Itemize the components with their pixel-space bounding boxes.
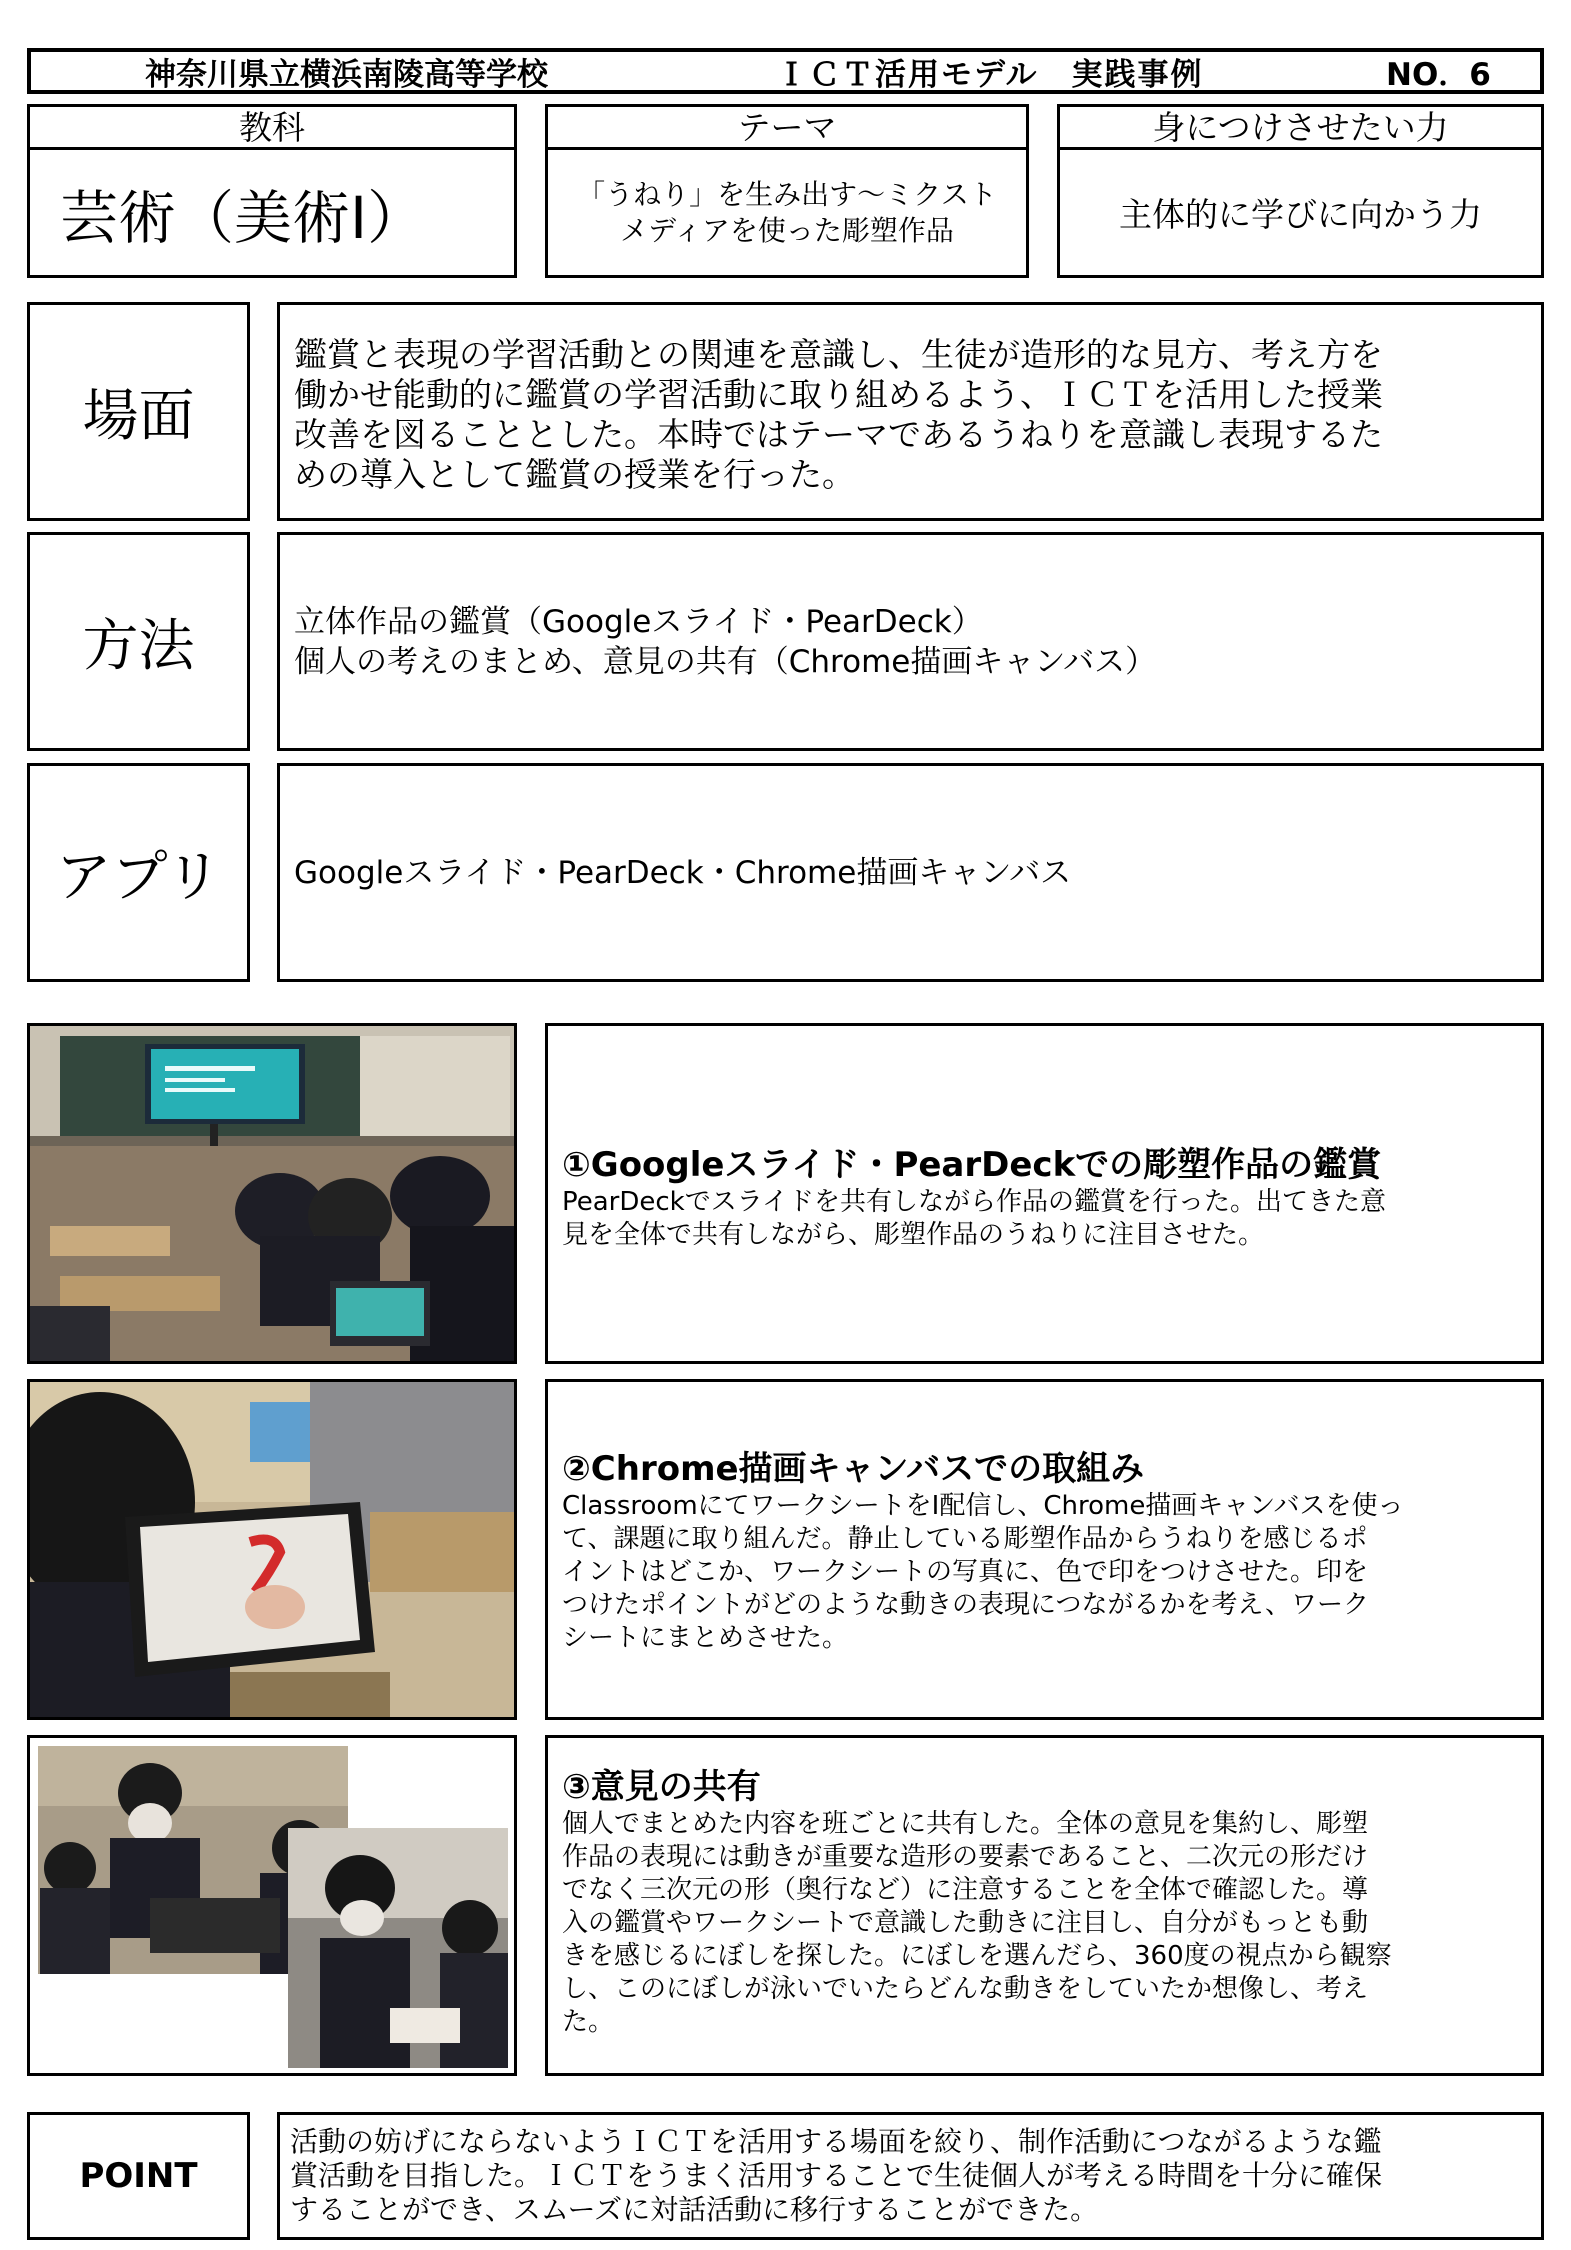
step-1-title: ①Googleスライド・PearDeckでの彫塑作品の鑑賞 [562,1145,1382,1185]
point-line: 賞活動を目指した。ＩＣＴをうまく活用することで生徒個人が考える時間を十分に確保 [290,2159,1383,2192]
method-label: 方法 [27,532,250,751]
app-label: アプリ [27,763,250,982]
theme-line: 「うねり」を生み出す～ミクスト [577,177,997,211]
subject-value: 芸術（美術Ⅰ） [27,147,517,278]
step-3-title: ③意見の共有 [562,1767,761,1807]
skill-label: 身につけさせたい力 [1057,104,1544,150]
point-line: 活動の妨げにならないようＩＣＴを活用する場面を絞り、制作活動につながるような鑑 [290,2125,1382,2158]
scene-label: 場面 [27,302,250,521]
point-body [277,2112,1544,2240]
case-number: NO．6 [1386,56,1491,93]
method-line: 個人の考えのまとめ、意見の共有（Chrome描画キャンバス） [294,643,1157,680]
point-line: することができ、スムーズに対話活動に移行することができた。 [290,2193,1099,2226]
step-2-line: て、課題に取り組んだ。静止している彫塑作品からうねりを感じるポ [562,1524,1368,1554]
group-sharing-image [30,1738,514,2073]
step-2-card [545,1379,1544,1720]
model-title: ＩＣＴ活用モデル 実践事例 [776,56,1204,93]
step-3-line: 個人でまとめた内容を班ごとに共有した。全体の意見を集約し、彫塑 [562,1809,1369,1839]
step-3-line: でなく三次元の形（奥行など）に注意することを全体で確認した。導 [562,1875,1369,1905]
school-name: 神奈川県立横浜南陵高等学校 [145,56,548,93]
skill-value: 主体的に学びに向かう力 [1057,147,1544,278]
step-1-card [545,1023,1544,1364]
classroom-photo-2 [27,1379,517,1720]
scene-line: 改善を図ることとした。本時ではテーマであるうねりを意識し表現するた [294,415,1383,454]
theme-value [545,147,1029,278]
step-3-line: た。 [562,2007,615,2037]
scene-body [277,302,1544,521]
app-body [277,763,1544,982]
scene-line: 鑑賞と表現の学習活動との関連を意識し、生徒が造形的な見方、考え方を [294,335,1383,374]
step-2-title: ②Chrome描画キャンバスでの取組み [562,1449,1145,1489]
theme-label: テーマ [545,104,1029,150]
subject-label: 教科 [27,104,517,150]
step-3-line: きを感じるにぼしを探した。にぼしを選んだら、360度の視点から観察 [562,1941,1392,1971]
student-tablet-image [30,1382,514,1717]
step-2-line: シートにまとめさせた。 [562,1623,849,1653]
method-body [277,532,1544,751]
page-header [27,48,1544,94]
step-3-line: し、このにぼしが泳いでいたらどんな動きをしていたか想像し、考え [562,1974,1369,2004]
step-1-line: PearDeckでスライドを共有しながら作品の鑑賞を行った。出てきた意 [562,1187,1386,1217]
app-value: Googleスライド・PearDeck・Chrome描画キャンバス [294,854,1072,891]
point-label: POINT [27,2112,250,2240]
step-3-line: 作品の表現には動きが重要な造形の要素であること、二次元の形だけ [562,1842,1369,1872]
scene-line: めの導入として鑑賞の授業を行った。 [294,455,855,494]
step-1-line: 見を全体で共有しながら、彫塑作品のうねりに注目させた。 [562,1220,1265,1250]
step-2-line: つけたポイントがどのような動きの表現につながるかを考え、ワーク [562,1590,1370,1620]
step-2-line: ClassroomにてワークシートをI配信し、Chrome描画キャンバスを使っ [562,1491,1404,1521]
classroom-projector-image [30,1026,514,1361]
step-3-card [545,1735,1544,2076]
step-3-line: 入の鑑賞やワークシートで意識した動きに注目し、自分がもっとも動 [562,1908,1369,1938]
method-line: 立体作品の鑑賞（Googleスライド・PearDeck） [294,603,983,640]
classroom-photo-3 [27,1735,517,2076]
step-2-line: イントはどこか、ワークシートの写真に、色で印をつけさせた。印を [562,1557,1369,1587]
scene-line: 働かせ能動的に鑑賞の学習活動に取り組めるよう、ＩＣＴを活用した授業 [294,375,1383,414]
classroom-photo-1 [27,1023,517,1364]
theme-line: メディアを使った彫塑作品 [620,213,954,247]
